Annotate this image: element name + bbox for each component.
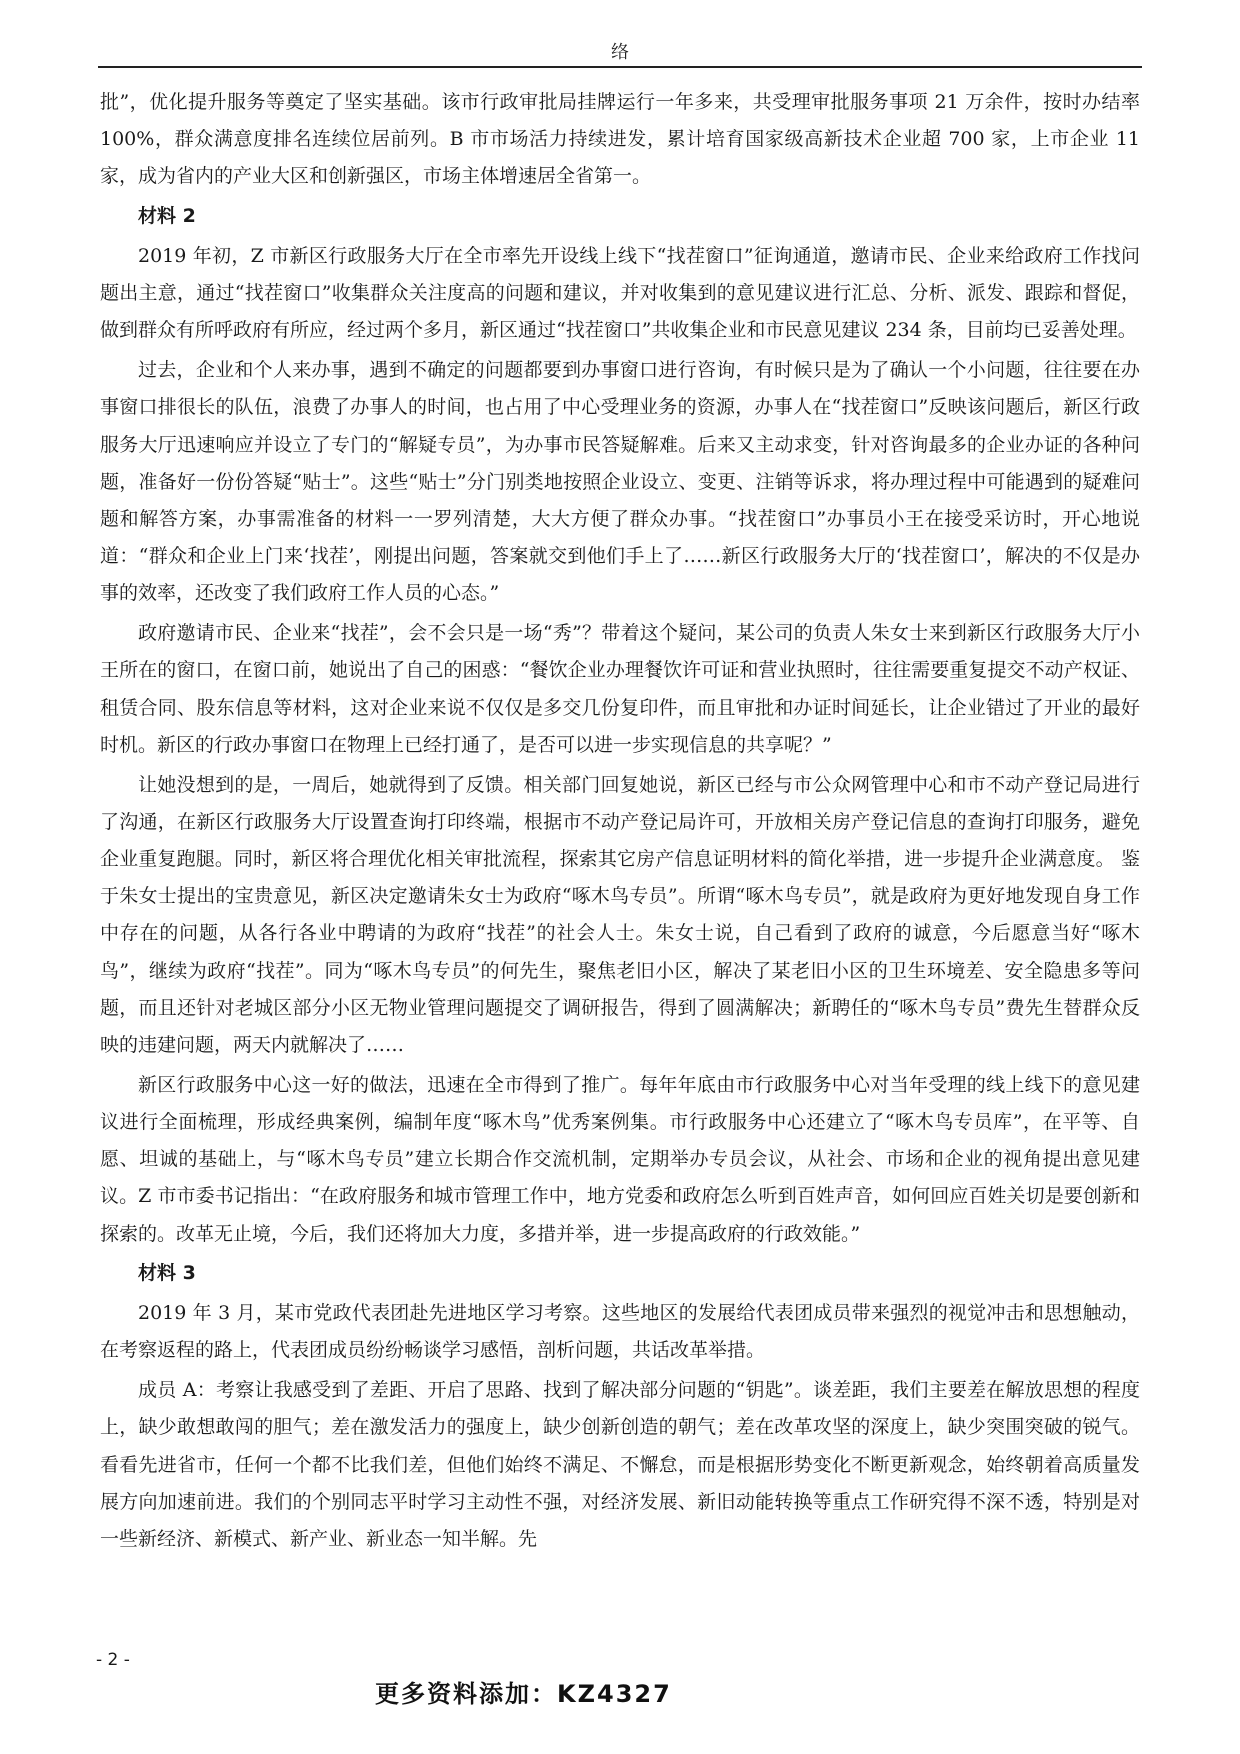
section-heading-material-3: 材料 3 [138,1262,196,1285]
section-heading-material-2: 材料 2 [138,205,196,228]
paragraph: 成员 A：考察让我感受到了差距、开启了思路、找到了解决部分问题的“钥匙”。谈差距，我们主要差在解放思想的程度上，缺少敢想敢闯的胆气；差在激发活力的强度上，缺少创新创造的朝气；差在改革攻坚的深度上，缺少突围突破的锐气。看看先进省市，任何一个都不比我们差，但他们始终不满足、不懈怠，而是根据形势变化不断更新观念，始终朝着高质量发展方向加速前进。我们的个别同志平时学习主动性不强，对经济发展、新旧动能转换等重点工作研究得不深不透，特别是对一些新经济、新模式、新产业、新业态一知半解。先 [100,1379,1140,1551]
paragraph-continuation: 批”，优化提升服务等奠定了坚实基础。该市行政审批局挂牌运行一年多来，共受理审批服务事项 21 万余件，按时办结率 100%，群众满意度排名连续位居前列。B 市市场活力持续进发，累计培育国家级高新技术企业超 700 家，上市企业 11 家，成为省内的产业大区和创新强区，市场主体增速居全省第一。 [100,91,1140,188]
paragraph: 政府邀请市民、企业来“找茬”，会不会只是一场“秀”？带着这个疑问，某公司的负责人朱女士来到新区行政服务大厅小王所在的窗口，在窗口前，她说出了自己的困惑：“餐饮企业办理餐饮许可证和营业执照时，往往需要重复提交不动产权证、租赁合同、股东信息等材料，这对企业来说不仅仅是多交几份复印件，而且审批和办证时间延长，让企业错过了开业的最好时机。新区的行政办事窗口在物理上已经打通了，是否可以进一步实现信息的共享呢？” [100,622,1140,756]
paragraph: 让她没想到的是，一周后，她就得到了反馈。相关部门回复她说，新区已经与市公众网管理中心和市不动产登记局进行了沟通，在新区行政服务大厅设置查询打印终端，根据市不动产登记局许可，开放相关房产登记信息的查询打印服务，避免企业重复跑腿。同时，新区将合理优化相关审批流程，探索其它房产信息证明材料的简化举措，进一步提升企业满意度。 鉴于朱女士提出的宝贵意见，新区决定邀请朱女士为政府“啄木鸟专员”。所谓“啄木鸟专员”，就是政府为更好地发现自身工作中存在的问题，从各行各业中聘请的为政府“找茬”的社会人士。朱女士说，自己看到了政府的诚意，今后愿意当好“啄木鸟”，继续为政府“找茬”。同为“啄木鸟专员”的何先生，聚焦老旧小区，解决了某老旧小区的卫生环境差、安全隐患多等问题，而且还针对老城区部分小区无物业管理问题提交了调研报告，得到了圆满解决；新聘任的“啄木鸟专员”费先生替群众反映的违建问题，两天内就解决了…… [100,773,1140,1057]
footer-promo-text: 更多资料添加：KZ4327 [375,1680,672,1708]
paragraph: 2019 年初，Z 市新区行政服务大厅在全市率先开设线上线下“找茬窗口”征询通道，邀请市民、企业来给政府工作找问题出主意，通过“找茬窗口”收集群众关注度高的问题和建议，并对收集到的意见建议进行汇总、分析、派发、跟踪和督促，做到群众有所呼政府有所应，经过两个多月，新区通过“找茬窗口”共收集企业和市民意见建议 234 条，目前均已妥善处理。 [100,245,1140,342]
header-divider [98,66,1142,68]
paragraph: 新区行政服务中心这一好的做法，迅速在全市得到了推广。每年年底由市行政服务中心对当年受理的线上线下的意见建议进行全面梳理，形成经典案例，编制年度“啄木鸟”优秀案例集。市行政服务中心还建立了“啄木鸟专员库”，在平等、自愿、坦诚的基础上，与“啄木鸟专员”建立长期合作交流机制，定期举办专员会议，从社会、市场和企业的视角提出意见建议。Z 市市委书记指出：“在政府服务和城市管理工作中，地方党委和政府怎么听到百姓声音，如何回应百姓关切是要创新和探索的。改革无止境，今后，我们还将加大力度，多措并举，进一步提高政府的行政效能。” [100,1073,1140,1245]
paragraph: 过去，企业和个人来办事，遇到不确定的问题都要到办事窗口进行咨询，有时候只是为了确认一个小问题，往往要在办事窗口排很长的队伍，浪费了办事人的时间，也占用了中心受理业务的资源，办事人在“找茬窗口”反映该问题后，新区行政服务大厅迅速响应并设立了专门的“解疑专员”，为办事市民答疑解难。后来又主动求变，针对咨询最多的企业办证的各种问题，准备好一份份答疑“贴士”。这些“贴士”分门别类地按照企业设立、变更、注销等诉求，将办理过程中可能遇到的疑难问题和解答方案，办事需准备的材料一一罗列清楚，大大方便了群众办事。“找茬窗口”办事员小王在接受采访时，开心地说道：“群众和企业上门来‘找茬’，刚提出问题，答案就交到他们手上了……新区行政服务大厅的‘找茬窗口’，解决的不仅是办事的效率，还改变了我们政府工作人员的心态。” [100,359,1140,605]
page-number: - 2 - [96,1650,130,1670]
paragraph: 2019 年 3 月，某市党政代表团赴先进地区学习考察。这些地区的发展给代表团成员带来强烈的视觉冲击和思想触动，在考察返程的路上，代表团成员纷纷畅谈学习感悟，剖析问题，共话改革举措。 [100,1302,1140,1362]
document-body [100,84,1140,1561]
running-header: 络 [611,42,629,63]
